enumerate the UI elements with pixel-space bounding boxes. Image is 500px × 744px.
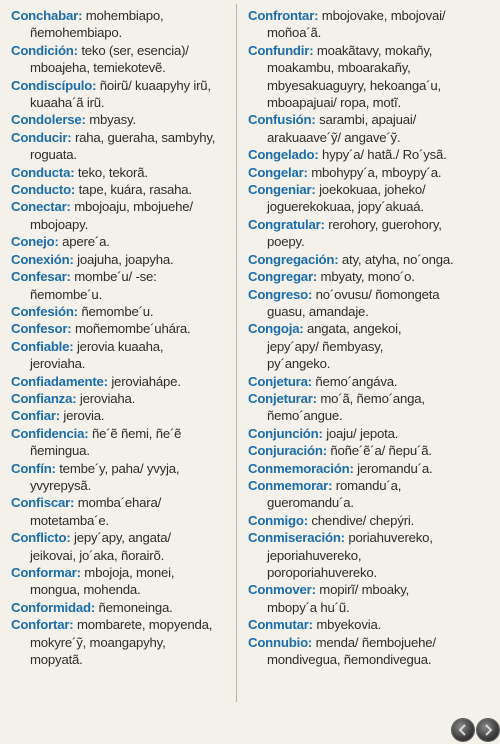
- entry-first-line: [248, 146, 492, 163]
- headword: Confiar:: [11, 408, 60, 424]
- dictionary-entry: [248, 477, 492, 512]
- definition-text: moakambu, mboarakañy,: [267, 60, 411, 76]
- dictionary-entry: [248, 111, 492, 146]
- definition-text: rerohory, guerohory,: [328, 216, 442, 232]
- headword: Confiable:: [11, 338, 74, 354]
- definition-text: ñemohembiapo.: [30, 25, 122, 41]
- definition-text: joaju/ jepota.: [326, 425, 399, 441]
- entry-first-line: [248, 529, 492, 546]
- previous-page-button[interactable]: [452, 719, 474, 741]
- dictionary-entry: [248, 216, 492, 251]
- headword: Congelado:: [248, 147, 319, 163]
- headword: Condiscípulo:: [11, 77, 97, 93]
- definition-text: joajuha, joapyha.: [77, 251, 174, 267]
- headword: Confesión:: [11, 303, 78, 319]
- dictionary-entry: [248, 581, 492, 616]
- definition-text: momba´ehara/: [77, 495, 162, 511]
- definition-text: mbyesakuaguyry, hekoanga´u,: [267, 77, 441, 93]
- definition-text: mondivegua, ñemondivegua.: [267, 652, 432, 668]
- definition-text: moakãtavy, mokañy,: [316, 42, 433, 58]
- dictionary-entry: [11, 268, 229, 303]
- entry-continuation-line: [248, 198, 492, 215]
- entry-first-line: [248, 320, 492, 337]
- entry-first-line: [11, 320, 229, 337]
- headword: Condición:: [11, 42, 78, 58]
- dictionary-entry: [11, 564, 229, 599]
- entry-first-line: [248, 634, 492, 651]
- dictionary-entry: [11, 494, 229, 529]
- entry-first-line: [248, 390, 492, 407]
- dictionary-entry: [11, 164, 229, 181]
- definition-text: ñoñe´ẽ´a/ ñepu´ã.: [330, 443, 432, 459]
- definition-text: tembe´y, paha/ yvyja,: [59, 460, 180, 476]
- definition-text: mbojoapy.: [30, 216, 89, 232]
- entry-first-line: [248, 286, 492, 303]
- headword: Conducir:: [11, 129, 72, 145]
- definition-text: kuaaha´ã irũ.: [30, 95, 105, 111]
- entry-continuation-line: [11, 24, 229, 41]
- headword: Congelar:: [248, 164, 308, 180]
- entry-continuation-line: [11, 286, 229, 303]
- entry-first-line: [11, 407, 229, 424]
- definition-text: mbyasy.: [89, 112, 136, 128]
- headword: Conflicto:: [11, 530, 71, 546]
- dictionary-entry: [248, 373, 492, 390]
- dictionary-entry: [11, 111, 229, 128]
- headword: Confundir:: [248, 42, 314, 58]
- dictionary-entry: [11, 407, 229, 424]
- definition-text: ñemingua.: [30, 443, 90, 459]
- entry-first-line: [11, 42, 229, 59]
- entry-continuation-line: [248, 77, 492, 94]
- dictionary-entry: [11, 181, 229, 198]
- column-divider: [236, 4, 237, 702]
- dictionary-entry: [11, 198, 229, 233]
- headword: Conjeturar:: [248, 390, 317, 406]
- headword: Conjunción:: [248, 425, 323, 441]
- definition-text: hypy´a/ hatã./ Ro´ysã.: [322, 147, 447, 163]
- headword: Conjuración:: [248, 443, 327, 459]
- headword: Conducta:: [11, 164, 75, 180]
- entry-continuation-line: [248, 407, 492, 424]
- entry-first-line: [11, 268, 229, 285]
- definition-text: moñemombe´uhára.: [74, 321, 191, 337]
- definition-text: raha, gueraha, sambyhy,: [74, 129, 216, 145]
- entry-first-line: [11, 251, 229, 268]
- entry-continuation-line: [11, 547, 229, 564]
- definition-text: ñemombe´u.: [30, 286, 103, 302]
- dictionary-entry: [248, 529, 492, 581]
- entry-first-line: [11, 164, 229, 181]
- entry-continuation-line: [11, 477, 229, 494]
- definition-text: jeikovai, jo´aka, ñorairõ.: [30, 547, 165, 563]
- definition-text: mbyekovia.: [316, 617, 382, 633]
- entry-first-line: [11, 338, 229, 355]
- entry-first-line: [248, 373, 492, 390]
- entry-first-line: [248, 111, 492, 128]
- definition-text: menda/ ñembojuehe/: [315, 634, 436, 650]
- left-column: [11, 7, 229, 668]
- headword: Confín:: [11, 460, 56, 476]
- entry-first-line: [11, 564, 229, 581]
- dictionary-entry: [11, 303, 229, 320]
- entry-first-line: [11, 529, 229, 546]
- dictionary-entry: [11, 373, 229, 390]
- entry-continuation-line: [11, 146, 229, 163]
- definition-text: jepy´apy, angata/: [74, 530, 171, 546]
- headword: Conmutar:: [248, 617, 313, 633]
- definition-text: poroporiahuvereko.: [267, 565, 378, 580]
- dictionary-entry: [11, 599, 229, 616]
- dictionary-entry: [11, 251, 229, 268]
- headword: Confusión:: [248, 112, 316, 128]
- definition-text: moñoa´ã.: [267, 25, 322, 41]
- headword: Confesar:: [11, 269, 71, 285]
- dictionary-entry: [248, 42, 492, 112]
- dictionary-entry: [248, 320, 492, 372]
- definition-text: py´angeko.: [267, 356, 331, 372]
- definition-text: ñemo´angue.: [267, 408, 343, 424]
- definition-text: mohembiapo,: [85, 8, 164, 23]
- headword: Conmigo:: [248, 512, 308, 528]
- dictionary-entry: [248, 634, 492, 669]
- entry-continuation-line: [248, 129, 492, 146]
- dictionary-entry: [248, 146, 492, 163]
- entry-first-line: [11, 390, 229, 407]
- entry-continuation-line: [248, 24, 492, 41]
- dictionary-entry: [248, 460, 492, 477]
- definition-text: jeromandu´a.: [357, 460, 433, 476]
- definition-text: poepy.: [267, 234, 305, 250]
- definition-text: teko (ser, esencia)/: [81, 42, 189, 58]
- definition-text: angata, angekoi,: [307, 321, 402, 337]
- definition-text: ñe´ẽ ñemi, ñe´ẽ: [91, 425, 182, 441]
- dictionary-entry: [248, 442, 492, 459]
- headword: Confortar:: [11, 617, 74, 633]
- definition-text: ñemoneinga.: [98, 599, 173, 615]
- headword: Conectar:: [11, 199, 71, 215]
- definition-text: mopirĩ/ mboaky,: [319, 582, 410, 598]
- headword: Conejo:: [11, 234, 59, 250]
- entry-continuation-line: [11, 59, 229, 76]
- entry-continuation-line: [248, 599, 492, 616]
- definition-text: sarambi, apajuai/: [319, 112, 417, 128]
- arrow-left-icon: [456, 723, 470, 737]
- definition-text: motetamba´e.: [30, 512, 109, 528]
- entry-first-line: [248, 581, 492, 598]
- definition-text: mombe´u/ -se:: [74, 269, 157, 285]
- definition-text: mbojoaju, mbojuehe/: [74, 199, 193, 215]
- entry-continuation-line: [248, 494, 492, 511]
- definition-text: guasu, amandaje.: [267, 303, 369, 319]
- entry-first-line: [11, 111, 229, 128]
- definition-text: mbyaty, mono´o.: [320, 269, 415, 285]
- next-page-button[interactable]: [477, 719, 499, 741]
- dictionary-entry: [11, 425, 229, 460]
- headword: Confianza:: [11, 390, 77, 406]
- dictionary-entry: [248, 181, 492, 216]
- definition-text: jerovia kuaaha,: [76, 338, 164, 354]
- entry-first-line: [11, 233, 229, 250]
- entry-continuation-line: [248, 303, 492, 320]
- headword: Conexión:: [11, 251, 74, 267]
- definition-text: poriahuvereko,: [348, 530, 433, 546]
- headword: Conformar:: [11, 565, 81, 580]
- definition-text: ñemo´angáva.: [315, 373, 398, 389]
- entry-first-line: [248, 42, 492, 59]
- entry-first-line: [11, 460, 229, 477]
- dictionary-entry: [11, 77, 229, 112]
- definition-text: mongua, mohenda.: [30, 582, 141, 598]
- entry-first-line: [248, 460, 492, 477]
- headword: Conmemorar:: [248, 477, 333, 493]
- entry-continuation-line: [248, 651, 492, 668]
- entry-continuation-line: [11, 355, 229, 372]
- entry-first-line: [11, 129, 229, 146]
- definition-text: arakuaave´ỹ/ angave´ỹ.: [267, 129, 401, 145]
- entry-continuation-line: [11, 581, 229, 598]
- entry-continuation-line: [11, 512, 229, 529]
- entry-continuation-line: [248, 547, 492, 564]
- headword: Confiadamente:: [11, 373, 108, 389]
- dictionary-entry: [248, 286, 492, 321]
- definition-text: romandu´a,: [335, 477, 402, 493]
- headword: Conmover:: [248, 582, 316, 598]
- dictionary-entry: [11, 233, 229, 250]
- right-column: [248, 7, 492, 668]
- headword: Confrontar:: [248, 8, 319, 23]
- definition-text: jeporiahuvereko,: [267, 547, 362, 563]
- entry-first-line: [11, 599, 229, 616]
- definition-text: mopyatã.: [30, 652, 83, 668]
- entry-first-line: [11, 7, 229, 24]
- entry-first-line: [11, 181, 229, 198]
- headword: Conducto:: [11, 182, 76, 198]
- dictionary-entry: [11, 129, 229, 164]
- definition-text: mombarete, mopyenda,: [76, 617, 213, 633]
- definition-text: tape, kuára, rasaha.: [78, 182, 192, 198]
- dictionary-entry: [248, 390, 492, 425]
- dictionary-entry: [248, 164, 492, 181]
- definition-text: no´ovusu/ ñomongeta: [315, 286, 440, 302]
- definition-text: jeroviaha.: [79, 390, 136, 406]
- definition-text: mokyre´ỹ, moangapyhy,: [30, 634, 166, 650]
- definition-text: chendive/ chepýri.: [311, 512, 415, 528]
- headword: Congoja:: [248, 321, 304, 337]
- definition-text: jeroviaha.: [30, 356, 86, 372]
- headword: Conmiseración:: [248, 530, 345, 546]
- entry-first-line: [248, 251, 492, 268]
- headword: Conchabar:: [11, 8, 83, 23]
- definition-text: joguerekokuaa, jopy´akuaá.: [267, 199, 424, 215]
- headword: Condolerse:: [11, 112, 86, 128]
- dictionary-entry: [11, 460, 229, 495]
- definition-text: mboapajuai/ ropa, motĩ.: [267, 95, 401, 111]
- dictionary-entry: [248, 616, 492, 633]
- headword: Congregación:: [248, 251, 339, 267]
- headword: Conjetura:: [248, 373, 312, 389]
- entry-continuation-line: [248, 233, 492, 250]
- dictionary-entry: [11, 338, 229, 373]
- dictionary-entry: [248, 512, 492, 529]
- definition-text: mbopy´a hu´ũ.: [267, 599, 350, 615]
- definition-text: roguata.: [30, 147, 77, 163]
- headword: Connubio:: [248, 634, 313, 650]
- definition-text: apere´a.: [62, 234, 110, 250]
- entry-first-line: [248, 181, 492, 198]
- headword: Conformidad:: [11, 599, 96, 615]
- definition-text: jerovia.: [63, 408, 105, 424]
- entry-first-line: [11, 425, 229, 442]
- entry-continuation-line: [11, 94, 229, 111]
- entry-continuation-line: [11, 651, 229, 668]
- definition-text: mbohypy´a, mboypy´a.: [311, 164, 442, 180]
- definition-text: mboajeha, temiekotevẽ.: [30, 60, 166, 76]
- definition-text: mbojoja, monei,: [84, 565, 175, 580]
- entry-continuation-line: [248, 564, 492, 581]
- definition-text: yvyrepysã.: [30, 477, 92, 493]
- dictionary-entry: [248, 425, 492, 442]
- entry-first-line: [11, 77, 229, 94]
- definition-text: mo´ã, ñemo´anga,: [320, 390, 425, 406]
- dictionary-entry: [11, 320, 229, 337]
- dictionary-entry: [248, 268, 492, 285]
- entry-first-line: [248, 442, 492, 459]
- definition-text: jeroviahápe.: [111, 373, 181, 389]
- headword: Confiscar:: [11, 495, 75, 511]
- entry-first-line: [248, 216, 492, 233]
- entry-continuation-line: [248, 338, 492, 355]
- dictionary-entry: [248, 251, 492, 268]
- definition-text: jepy´apy/ ñembyasy,: [267, 338, 384, 354]
- definition-text: ñemombe´u.: [81, 303, 154, 319]
- definition-text: aty, atyha, no´onga.: [341, 251, 454, 267]
- headword: Confesor:: [11, 321, 72, 337]
- headword: Congregar:: [248, 269, 318, 285]
- entry-continuation-line: [11, 442, 229, 459]
- definition-text: ñoirũ/ kuaapyhy irũ,: [99, 77, 211, 93]
- definition-text: joekokuaa, joheko/: [319, 182, 426, 198]
- dictionary-entry: [248, 7, 492, 42]
- entry-first-line: [248, 7, 492, 24]
- entry-first-line: [248, 425, 492, 442]
- headword: Conmemoración:: [248, 460, 354, 476]
- entry-first-line: [11, 616, 229, 633]
- entry-continuation-line: [11, 634, 229, 651]
- definition-text: gueromandu´a.: [267, 495, 354, 511]
- entry-first-line: [248, 164, 492, 181]
- headword: Congratular:: [248, 216, 325, 232]
- entry-first-line: [11, 494, 229, 511]
- definition-text: mbojovake, mbojovai/: [321, 8, 446, 23]
- entry-continuation-line: [248, 355, 492, 372]
- definition-text: teko, tekorã.: [77, 164, 148, 180]
- entry-first-line: [11, 198, 229, 215]
- headword: Confidencia:: [11, 425, 89, 441]
- dictionary-entry: [11, 390, 229, 407]
- entry-continuation-line: [11, 216, 229, 233]
- entry-first-line: [248, 268, 492, 285]
- entry-first-line: [11, 373, 229, 390]
- dictionary-entry: [11, 7, 229, 42]
- dictionary-entry: [11, 616, 229, 668]
- headword: Congeniar:: [248, 182, 316, 198]
- dictionary-entry: [11, 529, 229, 564]
- dictionary-entry: [11, 42, 229, 77]
- entry-continuation-line: [248, 59, 492, 76]
- entry-continuation-line: [248, 94, 492, 111]
- arrow-right-icon: [481, 723, 495, 737]
- entry-first-line: [248, 512, 492, 529]
- headword: Congreso:: [248, 286, 313, 302]
- entry-first-line: [248, 616, 492, 633]
- entry-first-line: [11, 303, 229, 320]
- entry-first-line: [248, 477, 492, 494]
